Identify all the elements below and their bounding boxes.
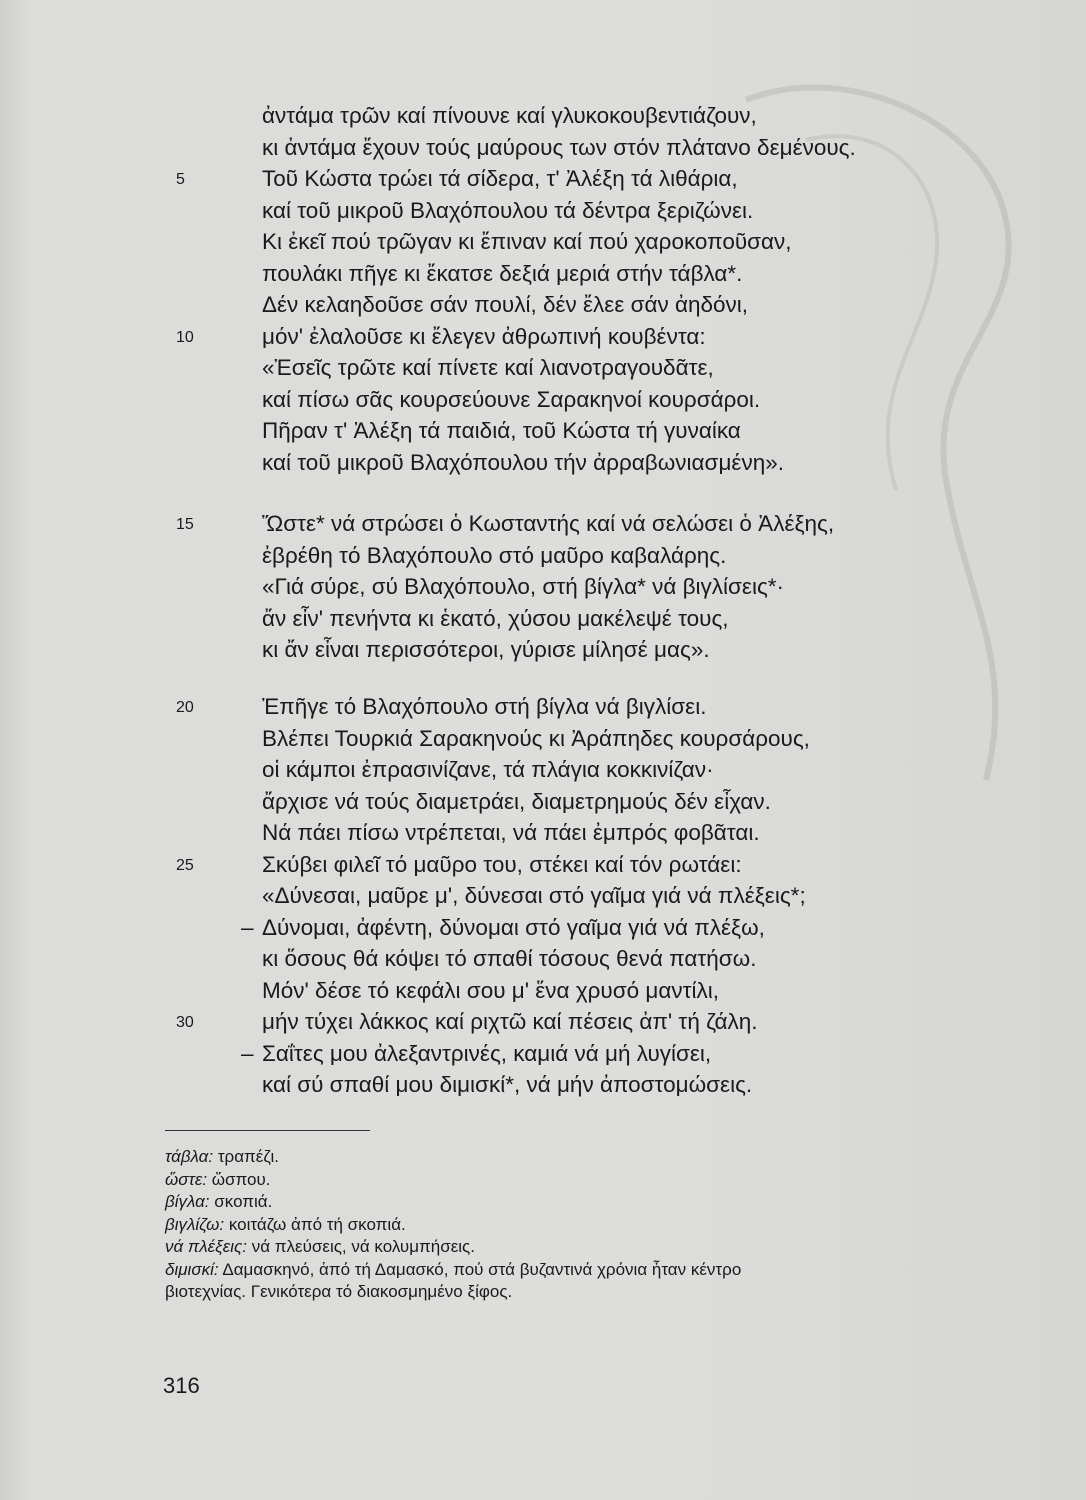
footnote-definition: νά πλεύσεις, νά κολυμπήσεις. <box>251 1237 475 1256</box>
dialogue-dash: – <box>241 1040 254 1066</box>
verse-text: «Ἐσεῖς τρῶτε καί πίνετε καί λιανοτραγουδᾶτε, <box>262 355 714 380</box>
footnote-continuation: βιοτεχνίας. Γενικότερα τό διακοσμημένο ξίφος. <box>165 1282 513 1301</box>
verse-text: Ἐπῆγε τό Βλαχόπουλο στή βίγλα νά βιγλίσει. <box>262 694 707 719</box>
verse-text: Βλέπει Τουρκιά Σαρακηνούς κι Ἀράπηδες κουρσάρους, <box>262 725 810 751</box>
footnote <box>165 1214 995 1237</box>
verse-text: Τοῦ Κώστα τρώει τά σίδερα, τ' Ἀλέξη τά λιθάρια, <box>262 166 738 191</box>
page-number: 316 <box>163 1373 200 1398</box>
footnote-term: τάβλα: <box>165 1147 214 1166</box>
verse-text: Σαΐτες μου ἀλεξαντρινές, καμιά νά μή λυγίσει, <box>262 1040 712 1066</box>
verse-text: Σκύβει φιλεῖ τό μαῦρο του, στέκει καί τόν ρωτάει: <box>262 851 742 877</box>
footnote <box>165 1191 995 1214</box>
verse-text: καί τοῦ μικροῦ Βλαχόπουλου τά δέντρα ξεριζώνει. <box>262 197 754 223</box>
footnote-definition: σκοπιά. <box>214 1192 273 1211</box>
line-number: 5 <box>176 171 185 188</box>
verse-text: ἐβρέθη τό Βλαχόπουλο στό μαῦρο καβαλάρης. <box>262 542 727 568</box>
verse-text: ἄν εἶν' πενήντα κι ἑκατό, χύσου μακέλεψέ τους, <box>262 605 729 631</box>
verse-text: ἀντάμα τρῶν καί πίνουνε καί γλυκοκουβεντιάζουν, <box>262 103 757 128</box>
verse-text: μήν τύχει λάκκος καί ριχτῶ καί πέσεις ἀπ' τή ζάλη. <box>262 1009 758 1034</box>
footnote-term: ὥστε: <box>165 1169 208 1189</box>
verse-text: Μόν' δέσε τό κεφάλι σου μ' ἕνα χρυσό μαντίλι, <box>262 977 719 1003</box>
line-number: 10 <box>176 328 194 346</box>
footnote-term: νά πλέξεις: <box>165 1237 247 1256</box>
verse-text: καί τοῦ μικροῦ Βλαχόπουλου τήν ἀρραβωνιασμένη». <box>262 449 784 475</box>
footnote-definition: Δαμασκηνό, ἀπό τή Δαμασκό, πού στά βυζαντινά χρόνια ἦταν κέντρο <box>222 1259 742 1279</box>
footnote-term: βιγλίζω: <box>165 1214 225 1234</box>
line-number: 15 <box>176 516 194 533</box>
verse-text: ἄρχισε νά τούς διαμετράει, διαμετρημούς δέν εἶχαν. <box>262 788 771 814</box>
verse-text: μόν' ἐλαλοῦσε κι ἔλεγεν ἀθρωπινή κουβέντα: <box>262 323 706 349</box>
verse-text: Πῆραν τ' Ἀλέξη τά παιδιά, τοῦ Κώστα τή γυναίκα <box>262 418 741 443</box>
verse-text: Ὥστε* νά στρώσει ὁ Κωσταντής καί νά σελώσει ὁ Ἀλέξης, <box>262 511 835 536</box>
footnote-definition: κοιτάζω ἀπό τή σκοπιά. <box>228 1214 406 1234</box>
verse-text: πουλάκι πῆγε κι ἔκατσε δεξιά μεριά στήν τάβλα*. <box>262 260 743 286</box>
line-number: 25 <box>176 856 194 874</box>
footnote <box>165 1169 995 1192</box>
verse-text: «Γιά σύρε, σύ Βλαχόπουλο, στή βίγλα* νά βιγλίσεις*· <box>262 574 785 599</box>
footnote-term: βίγλα: <box>165 1192 210 1211</box>
verse-text: «Δύνεσαι, μαῦρε μ', δύνεσαι στό γαῖμα γιά νά πλέξεις*; <box>262 883 806 908</box>
line-number: 30 <box>176 1014 194 1031</box>
footnote <box>165 1259 995 1282</box>
footnote-term: διμισκί: <box>165 1259 219 1279</box>
verse-text: καί πίσω σᾶς κουρσεύουνε Σαρακηνοί κουρσάροι. <box>262 386 761 412</box>
verse-text: κι ἀντάμα ἔχουν τούς μαύρους των στόν πλάτανο δεμένους. <box>262 134 856 160</box>
verse-text: κι ὅσους θά κόψει τό σπαθί τόσους θενά πατήσω. <box>262 946 757 971</box>
verse-text: Κι ἐκεῖ πού τρῶγαν κι ἔπιναν καί πού χαροκοποῦσαν, <box>262 229 792 254</box>
footnote-divider <box>165 1130 370 1131</box>
footnote-definition: τραπέζι. <box>217 1147 280 1166</box>
footnote-definition: ὥσπου. <box>211 1169 271 1189</box>
verse-text: οἱ κάμποι ἐπρασινίζανε, τά πλάγια κοκκινίζαν· <box>262 757 714 782</box>
dialogue-dash: – <box>241 914 254 940</box>
footnotes <box>165 1146 995 1304</box>
verse-text: Δύνομαι, ἀφέντη, δύνομαι στό γαῖμα γιά νά πλέξω, <box>262 914 765 940</box>
line-number: 20 <box>176 699 194 716</box>
verse-text: κι ἄν εἶναι περισσότεροι, γύρισε μίλησέ μας». <box>262 637 710 662</box>
footnote <box>165 1146 995 1169</box>
verse-text: καί σύ σπαθί μου διμισκί*, νά μήν ἀποστομώσεις. <box>262 1072 753 1097</box>
verse-text: Δέν κελαηδοῦσε σάν πουλί, δέν ἔλεε σάν ἀηδόνι, <box>262 292 749 317</box>
footnote <box>165 1236 995 1259</box>
verse-text: Νά πάει πίσω ντρέπεται, νά πάει ἐμπρός φοβᾶται. <box>262 820 760 845</box>
